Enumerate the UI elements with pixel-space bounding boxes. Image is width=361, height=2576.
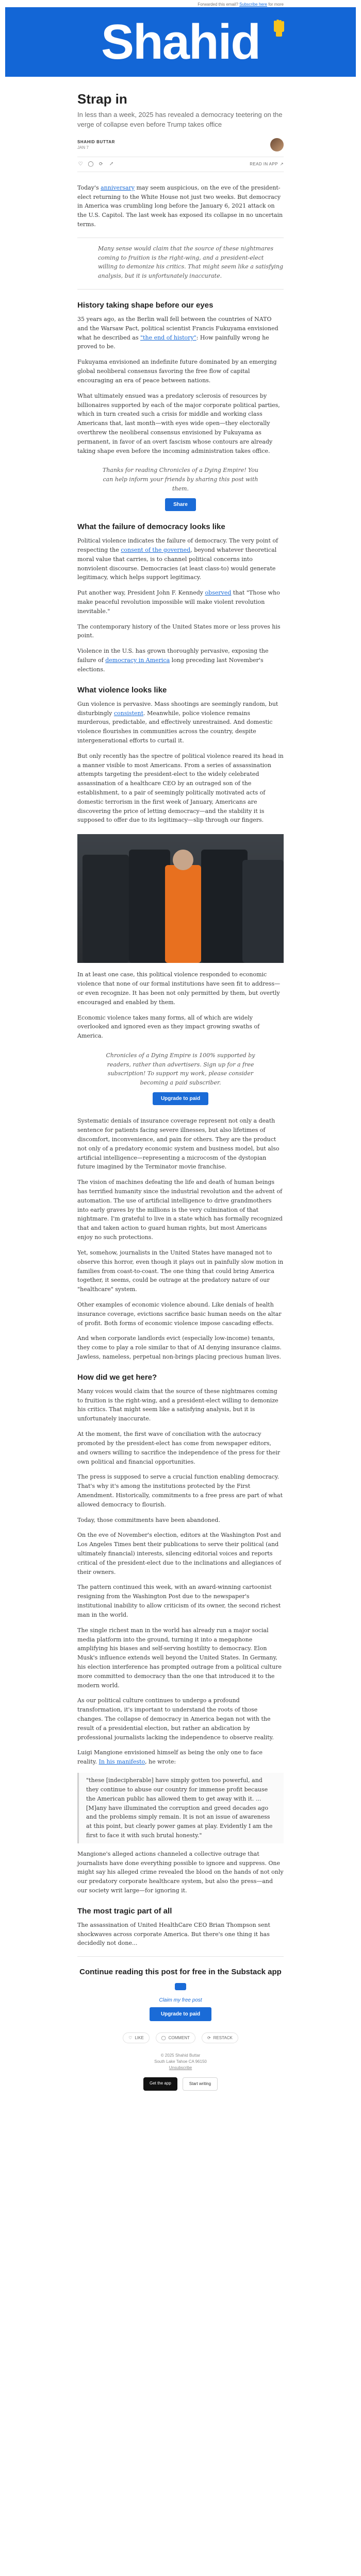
restack-button[interactable] <box>202 2032 238 2043</box>
paragraph-21: Today, those commitments have been abandoned. <box>77 1516 220 1523</box>
paragraph-10: But only recently has the spectre of political violence reared its head in a manner visible to most Americans. From a series of assassination attempts targeting the president-elect to the widely celebrated assassination of a healthcare CEO by an outraged son of the establishment, to a pair of seemingly politically motivated acts of domestic terrorism in the first week of January, Americans are discovering the price of letting democracy—and the stability it is supposed to offer due to its legitimacy—slip through our fingers. <box>77 752 284 824</box>
bottom-actions <box>77 2032 284 2043</box>
text: . Meanwhile, police violence remains murderous, predictable, and effectively unrestrained. And domestic violence flourishes in communities across the country, despite intergenerational efforts to curtail it. <box>77 709 273 744</box>
post-title[interactable]: Strap in <box>77 91 127 107</box>
paragraph-7: The contemporary history of the United States more or less proves his point. <box>77 623 281 639</box>
end-of-history-link[interactable]: "the end of history" <box>140 334 196 341</box>
substack-logo-icon <box>175 1983 186 1990</box>
divider <box>77 289 284 290</box>
paragraph-1 <box>77 183 284 229</box>
masthead-banner[interactable] <box>5 7 356 77</box>
paywall-upgrade-button[interactable]: Upgrade to paid <box>150 2007 211 2021</box>
masthead <box>0 7 361 77</box>
paragraph-16: Other examples of economic violence abound. Like denials of health insurance coverage, evictions sacrifice basic human needs on the altar of profit. Both forms of economic violence impose cascading effects. <box>77 1301 282 1327</box>
consistent-link[interactable]: consistent <box>113 709 144 717</box>
upgrade-button[interactable]: Upgrade to paid <box>153 1092 208 1105</box>
paragraph-11: In at least one case, this political violence responded to economic violence that none of our formal institutions have seen fit to address—or even recognize. It has been not only permitted by them, but overtly encouraged and enabled by them. <box>77 971 281 1006</box>
post-subtitle: In less than a week, 2025 has revealed a democracy teetering on the verge of collapse even before Trump takes office <box>77 111 283 128</box>
subscribe-cta <box>77 1051 284 1105</box>
forwarded-text: Forwarded this email? <box>198 2 238 7</box>
restack-label: RESTACK <box>213 2035 233 2040</box>
footer-address: South Lake Tahoe CA 96150 <box>154 2059 207 2064</box>
paragraph-13: Systematic denials of insurance coverage represent not only a death sentence for patients facing severe illnesses, but also lifetimes of discomfort, inconvenience, and pain for others. They are the product not only of a predatory economic system and business model, but also artificial intelligence—representing a microcosm of the dystopian future imagined by the Terminator movie franchise. <box>77 1117 280 1171</box>
paragraph-6 <box>77 588 284 616</box>
get-app-button[interactable]: Get the app <box>143 2077 177 2091</box>
post-action-icons <box>77 161 114 167</box>
post-action-row <box>77 157 284 172</box>
paragraph-17: And when corporate landlords evict (especially low-income) tenants, they come to play a role similar to that of AI denying insurance claims. Jawless, nameless, perpetual non-brings placing precious human lives. <box>77 1335 282 1361</box>
like-label: LIKE <box>135 2035 144 2040</box>
forwarded-suffix: for more <box>268 2 284 7</box>
paragraph-18: Many voices would claim that the source of these nightmares coming to fruition is the right-wing, and a president-elect willing to demonize his critics. That might seem like a satisfying analysis, but it is unfortunately inaccurate. <box>77 1387 278 1422</box>
text: Political violence indicates the failure of democracy. The very point of respecting the <box>77 537 278 553</box>
paragraph-2 <box>77 315 284 351</box>
author-row <box>77 138 284 151</box>
author-name[interactable]: SHAHID BUTTAR <box>77 139 115 144</box>
paragraph-8 <box>77 647 284 674</box>
paragraph-3: Fukuyama envisioned an indefinite future dominated by an emerging global neoliberal consensus favoring the free flow of capital encouraging an era of peace between nations. <box>77 359 277 384</box>
text: , he wrote: <box>145 1758 176 1766</box>
democracy-in-america-link[interactable]: democracy in America <box>105 657 170 664</box>
text: Luigi Mangione envisioned himself as being the only one to face reality. <box>77 1749 263 1766</box>
comment-icon: ◯ <box>161 2035 166 2040</box>
post-content <box>0 91 361 2091</box>
like-button[interactable] <box>123 2032 150 2043</box>
comment-label: COMMENT <box>168 2035 190 2040</box>
text: Gun violence is pervasive. Mass shootings are seemingly random, but disturbingly <box>77 700 278 717</box>
start-writing-button[interactable]: Start writing <box>183 2077 218 2091</box>
paragraph-12: Economic violence takes many forms, all of which are widely overlooked and ignored even as they impact growing swaths of America. <box>77 1014 260 1040</box>
paragraph-27: Mangione's alleged actions channeled a collective outrage that journalists have done everything possible to ignore and suppress. One might say his alleged crime revealed the blood on the hands of not only our predatory corporate healthcare system, but also the press—and our society writ large—for ignoring it. <box>77 1850 284 1894</box>
paywall-title: Continue reading this post for free in the Substack app <box>79 1968 282 1977</box>
author-avatar[interactable] <box>270 138 284 151</box>
restack-icon[interactable]: ⟳ <box>99 161 104 167</box>
text: 35 years ago, as the Berlin wall fell between the countries of NATO and the Warsaw Pact, political scientist Francis Fukuyama envisioned what he described as <box>77 316 278 341</box>
subscribe-cta-text: Chronicles of a Dying Empire is 100% supported by readers, rather than advertisers. Sign up for a free subscription! To support my work, please consider becoming a paid subscriber. <box>106 1052 255 1086</box>
paragraph-28: The assassination of United HealthCare CEO Brian Thompson sent shockwaves across corporate America. But there's one thing it has decidedly not done... <box>77 1921 270 1947</box>
heart-icon[interactable]: ♡ <box>78 161 83 167</box>
photo-figure-left <box>83 855 129 963</box>
paragraph-25: As our political culture continues to undergo a profound transformation, it's important to understand the roots of those changes. The collapse of democracy in America began not with the result of a presidential election, but rather an abdication by professional journalists lacking the independence to observe reality. <box>77 1697 274 1741</box>
comment-icon[interactable]: ◯ <box>88 161 94 167</box>
manifesto-quote-text: "these [indecipherable] have simply gotten too powerful, and they continue to abuse our country for immense profit because the American public has allowed them to get away with it. ... [M]any have illuminated the corruption and greed decades ago and the problems simply remain. It is not an issue of awareness at this point, but clearly power games at play. Evidently I am the first to face it with such brutal honesty." <box>86 1777 273 1839</box>
unsubscribe-link[interactable]: Unsubscribe <box>169 2065 192 2070</box>
share-cta <box>77 466 284 511</box>
paywall-block <box>77 1967 284 2021</box>
paywall-upgrade-wrap <box>77 2003 284 2021</box>
paragraph-4: What ultimately ensued was a predatory sclerosis of resources by billionaires supported by each of the major corporate political parties, which in turn created such a crisis for middle and working class Americans that, last month—with eyes wide open—they electorally overthrew the neoliberal consensus envisioned by Fukuyama as permanent, in favor of an overt fascism whose contours are already taking shape even before the incoming administration takes office. <box>77 392 280 454</box>
author-block <box>77 140 115 150</box>
post-date: JAN 7 <box>77 145 89 150</box>
forwarded-bar <box>0 0 361 7</box>
read-in-app-button[interactable] <box>250 162 284 166</box>
paragraph-26 <box>77 1748 284 1767</box>
anniversary-link[interactable]: anniversary <box>101 184 135 191</box>
consent-link[interactable]: consent of the governed <box>121 546 191 553</box>
photo-figure-center-head <box>173 850 193 870</box>
heading-how: How did we get here? <box>77 1372 157 1382</box>
heart-icon: ♡ <box>128 2035 133 2040</box>
manifesto-quote <box>77 1773 284 1843</box>
text: Put another way, President John F. Kennedy <box>77 589 205 597</box>
paragraph-24: The single richest man in the world has already run a major social media platform into the ground, turning it into a megaphone amplifying his biases and self-serving hostility to democracy. Elon Musk's influence extends well beyond the United States. In Germany, his election interference has prompted outrage from a political culture more committed to democracy than the one that introduced it to the modern world. <box>77 1626 282 1689</box>
paragraph-23: The pattern continued this week, with an award-winning cartoonist resigning from the Washington Post due to the newspaper's institutional inability to allow criticism of its owner, the second richest man in the world. <box>77 1584 281 1618</box>
text: may seem auspicious, on the eve of the president-elect returning to the White House not just two weeks. But democracy in America was crumbling long before the January 6, 2021 attack on the U.S. Capitol. The last week has exposed its collapse in no uncertain terms. <box>77 184 283 228</box>
claim-free-post-link[interactable]: Claim my free post <box>159 1997 202 2003</box>
paragraph-22: On the eve of November's election, editors at the Washington Post and Los Angeles Times bent their publications to serve their political (and ultimately financial) interests, silencing editorial voices and reports critical of the president-elect due to the inclinations and allegiances of their owners. <box>77 1532 282 1575</box>
intro-quote: Many sense would claim that the source of these nightmares coming to fruition is the right-wing, and a president-elect willing to demonize his critics. That might seem like a satisfying analysis, but it is unfortunately inaccurate. <box>98 245 284 280</box>
paragraph-20: The press is supposed to serve a crucial function enabling democracy. That's why it's among the institutions protected by the First Amendment. Historically, commitments to a free press are part of what allowed democracy to flourish. <box>77 1473 283 1508</box>
text: long preceding last November's elections. <box>77 657 264 673</box>
paragraph-14: The vision of machines defeating the life and death of human beings has terrified humanity since the industrial revolution and the advent of automation. The use of artificial intelligence to drive grandmothers into early graves by the millions is the very culmination of that nightmare. I'm grateful to live in a state which has formally recognized that and taken action to guard human rights, but most Americans enjoy no such protections. <box>77 1179 283 1241</box>
restack-icon: ⟳ <box>207 2035 211 2040</box>
heading-violence: What violence looks like <box>77 685 167 694</box>
photo-figure-center <box>165 865 201 963</box>
divider <box>77 1956 284 1957</box>
text: Today's <box>77 184 101 191</box>
photo-figure-right <box>201 850 248 963</box>
photo-figure-far-right <box>242 860 284 963</box>
text: that "Those who make peaceful revolution impossible will make violent revolution inevitable." <box>77 589 280 615</box>
external-link-icon: ↗ <box>280 162 284 167</box>
masthead-wordmark: Shahid <box>101 14 260 70</box>
subscribe-link[interactable]: Subscribe here <box>239 2 267 7</box>
footer-buttons <box>77 2077 284 2091</box>
share-button[interactable]: Share <box>165 498 196 511</box>
read-in-app-label: READ IN APP <box>250 162 278 167</box>
footer-copyright: © 2025 Shahid Buttar <box>160 2053 201 2058</box>
text: : How painfully wrong he proved to be. <box>77 334 269 350</box>
footer <box>77 2053 284 2091</box>
text: Violence in the U.S. has grown thoroughly pervasive, exposing the failure of <box>77 648 269 664</box>
heading-tragic: The most tragic part of all <box>77 1906 172 1916</box>
heading-failure: What the failure of democracy looks like <box>77 522 225 532</box>
comment-button[interactable] <box>156 2032 195 2043</box>
paragraph-9 <box>77 700 284 745</box>
paragraph-15: Yet, somehow, journalists in the United States have managed not to observe this horror, even though it plays out in painfully slow motion in families from coast-to-coast. The one thing that could bring America together, it seems, could be outrage at the predatory nature of our "healthcare" system. <box>77 1249 284 1293</box>
raised-fist-icon <box>271 18 287 37</box>
news-photo[interactable] <box>77 834 284 963</box>
paragraph-19: At the moment, the first wave of conciliation with the autocracy promoted by the president-elect has come from newspaper editors, and owners willing to sacrifice the independence of the press for their own political and financial opportunities. <box>77 1431 281 1465</box>
manifesto-link[interactable]: In his manifesto <box>99 1758 145 1766</box>
text: , beyond whatever theoretical moral value that carries, is to channel political concerns into nonviolent discourse. Democracies (at least class-to) would generate legitimacy, which helps support legitimacy. <box>77 546 277 581</box>
observed-link[interactable]: observed <box>205 589 232 597</box>
heading-history: History taking shape before our eyes <box>77 301 214 310</box>
paragraph-5 <box>77 536 284 582</box>
share-icon[interactable]: ↗ <box>109 161 114 167</box>
photo-figure-officer <box>129 850 170 963</box>
share-cta-text: Thanks for reading Chronicles of a Dying Empire! You can help inform your friends by sharing this post with them. <box>102 467 259 492</box>
